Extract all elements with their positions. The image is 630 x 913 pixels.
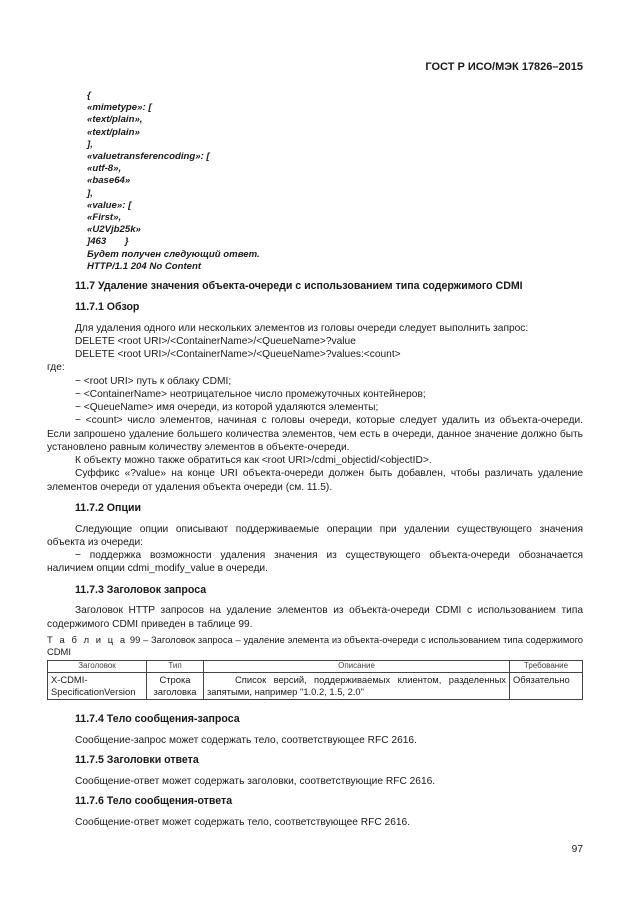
section-title: 11.7.3 Заголовок запроса xyxy=(75,583,207,596)
code-line: ], xyxy=(87,138,93,150)
code-line: «base64» xyxy=(87,175,131,187)
paragraph: Сообщение-запрос может содержать тело, соответствующее RFC 2616. xyxy=(75,734,417,746)
code-line: «value»: [ xyxy=(87,199,132,211)
code-line: «mimetype»: [ xyxy=(87,102,152,114)
list-item: − <count> число элементов, начиная с головы очереди, которые следует удалить из объекта-очереди. Если запрошено удаление большего количества элементов, чем есть в очереди, данное значение должно быть установлено равным количеству элементов в объекте-очереди. xyxy=(47,415,583,453)
code-line: Будет получен следующий ответ. xyxy=(87,248,260,260)
table-99 xyxy=(47,660,583,700)
section-title: 11.7 Удаление значения объекта-очереди с использованием типа содержимого CDMI xyxy=(75,280,523,292)
table-header-cell: Описание xyxy=(204,661,510,672)
paragraph: Суффикс «?value» на конце URI объекта-очереди должен быть добавлен, чтобы различать удаление элементов очереди от удаления объекта очереди (см. 11.5). xyxy=(47,468,583,493)
code-line: «text/plain» xyxy=(87,126,140,138)
code-line: HTTP/1.1 204 No Content xyxy=(87,260,202,272)
table-cell: Список версий, поддерживаемых клиентом, разделенных запятыми, например "1.0.2, 1.5, 2.0" xyxy=(204,672,510,699)
code-line: «valuetransferencoding»: [ xyxy=(87,151,210,163)
paragraph: Сообщение-ответ может содержать тело, соответствующее RFC 2616. xyxy=(75,816,411,828)
table-header-row xyxy=(48,661,583,672)
paragraph: где: xyxy=(47,362,65,374)
table-header-cell: Требование xyxy=(510,661,583,672)
paragraph: Для удаления одного или нескольких элементов из головы очереди следует выполнить запрос: xyxy=(75,322,529,334)
table-header-cell: Заголовок xyxy=(48,661,147,672)
section-title: 11.7.4 Тело сообщения-запроса xyxy=(75,713,240,726)
code-line: «First», xyxy=(87,212,122,224)
section-title: 11.7.2 Опции xyxy=(75,501,141,514)
request-line: DELETE <root URI>/<ContainerName>/<QueueName>?value xyxy=(75,335,356,347)
table-row xyxy=(48,672,583,699)
table-cell: Обязательно xyxy=(510,672,583,699)
section-title: 11.7.1 Обзор xyxy=(75,300,140,313)
table-cell: Строка заголовка xyxy=(147,672,204,699)
list-item: − <root URI> путь к облаку CDMI; xyxy=(75,375,232,387)
request-line: DELETE <root URI>/<ContainerName>/<QueueName>?values:<count> xyxy=(75,349,401,361)
paragraph: Сообщение-ответ может содержать заголовки, соответствующие RFC 2616. xyxy=(75,775,436,787)
table-cell: X-CDMI-SpecificationVersion xyxy=(48,672,147,699)
main-content xyxy=(47,280,583,829)
code-line: { xyxy=(87,90,91,101)
code-example xyxy=(87,90,260,273)
code-line: ], xyxy=(87,187,93,199)
code-line: «text/plain», xyxy=(87,114,143,126)
page-number: 97 xyxy=(571,844,583,855)
document-header: ГОСТ Р ИСО/МЭК 17826–2015 xyxy=(425,61,583,73)
section-title: 11.7.6 Тело сообщения-ответа xyxy=(75,795,233,808)
table-caption-text: 99 – Заголовок запроса – удаление элемента из объекта-очереди с использованием типа содержимого CDMI xyxy=(47,633,583,658)
table-caption xyxy=(47,634,583,658)
table-header-cell: Тип xyxy=(147,661,204,672)
list-item: − поддержка возможности удаления значения из существующего объекта-очереди обозначается наличием опции cdmi_modify_value в очереди. xyxy=(47,550,583,575)
code-line: «utf-8», xyxy=(87,163,122,175)
code-line: «U2Vjb25k» xyxy=(87,224,141,236)
list-item: − <QueueName> имя очереди, из которой удаляются элементы; xyxy=(75,402,379,414)
section-title: 11.7.5 Заголовки ответа xyxy=(75,754,199,767)
table-caption-word: Т а б л и ц а xyxy=(47,633,128,645)
list-item: − <ContainerName> неотрицательное число промежуточных контейнеров; xyxy=(75,388,426,400)
paragraph: Следующие опции описывают поддерживаемые операции при удалении существующего значения объекта из очереди: xyxy=(47,523,583,548)
code-line: ]463 } xyxy=(87,236,129,248)
paragraph: Заголовок HTTP запросов на удаление элементов из объекта-очереди CDMI с использованием типа содержимого CDMI приведен в таблице 99. xyxy=(47,605,583,630)
paragraph: К объекту можно также обратиться как <root URI>/cdmi_objectid/<objectID>. xyxy=(75,455,432,467)
